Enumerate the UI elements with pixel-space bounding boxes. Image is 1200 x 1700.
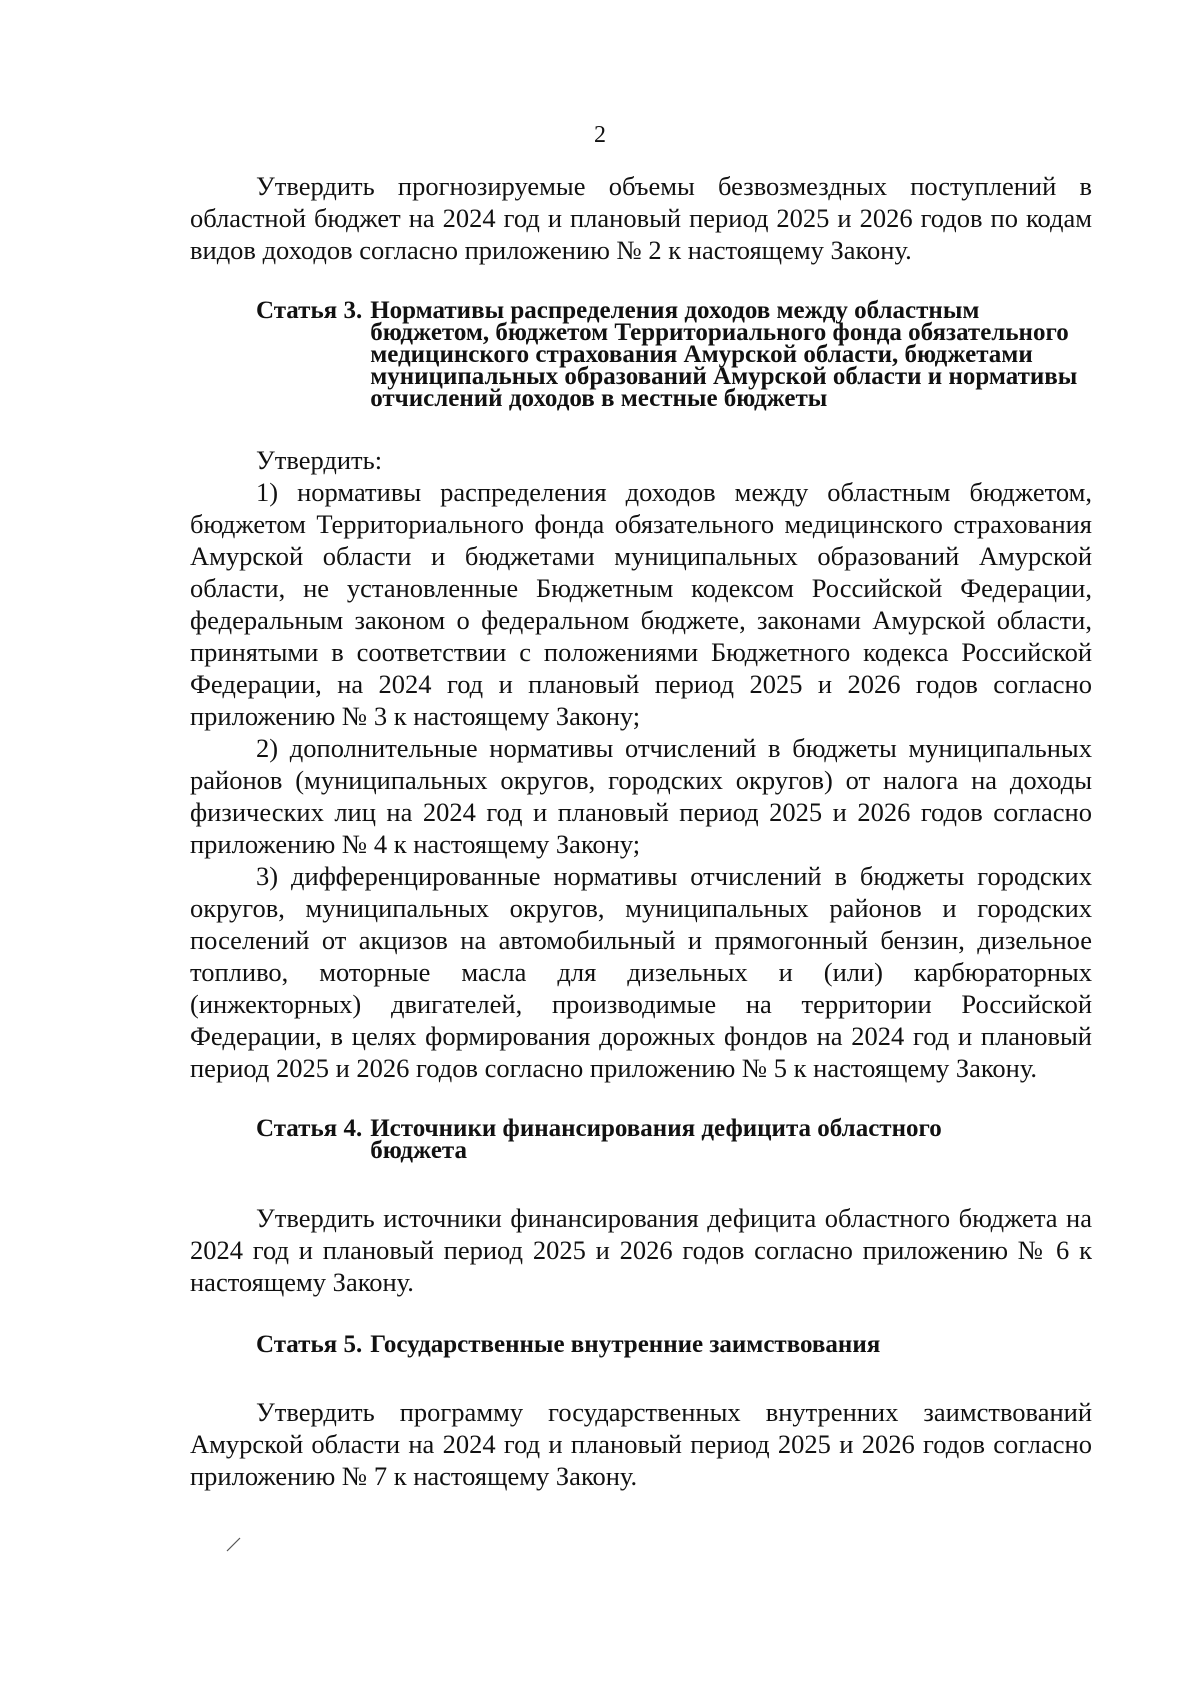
article-5-title: Государственные внутренние заимствования xyxy=(370,1331,881,1358)
pen-mark-icon xyxy=(225,1535,243,1553)
article-4-number: Статья 4. xyxy=(256,1115,363,1142)
page-number: 2 xyxy=(594,122,606,148)
document-body xyxy=(190,170,1092,1492)
article-3-item-3: 3) дифференцированные нормативы отчислений в бюджеты городских округов, муниципальных округов, муниципальных районов и городских поселений от акцизов на автомобильный и прямогонный бензин, дизельное топливо, моторные масла для дизельных и (или) карбюраторных (инжекторных) двигателей, производимые на территории Российской Федерации, в целях формирования дорожных фондов на 2024 год и плановый период 2025 и 2026 годов согласно приложению № 5 к настоящему Закону. xyxy=(190,861,1092,1083)
article-3-lead: Утвердить: xyxy=(256,445,383,475)
article-4-title: Источники финансирования дефицита областного бюджета xyxy=(370,1115,942,1164)
article-5-heading xyxy=(256,1331,1092,1358)
article-3-number: Статья 3. xyxy=(256,297,363,324)
intro-paragraph: Утвердить прогнозируемые объемы безвозмездных поступлений в областной бюджет на 2024 год и плановый период 2025 и 2026 годов по кодам видов доходов согласно приложению № 2 к настоящему Закону. xyxy=(190,171,1092,265)
article-3-item-2: 2) дополнительные нормативы отчислений в бюджеты муниципальных районов (муниципальных округов, городских округов) от налога на доходы физических лиц на 2024 год и плановый период 2025 и 2026 годов согласно приложению № 4 к настоящему Закону; xyxy=(190,733,1092,859)
article-4-text: Утвердить источники финансирования дефицита областного бюджета на 2024 год и плановый период 2025 и 2026 годов согласно приложению № 6 к настоящему Закону. xyxy=(190,1203,1092,1297)
article-3-title: Нормативы распределения доходов между областным бюджетом, бюджетом Территориального фонда обязательного медицинского страхования Амурской области, бюджетами муниципальных образований Амурской области и нормативы отчислений доходов в местные бюджеты xyxy=(370,297,1078,412)
article-3-heading xyxy=(256,297,1092,412)
article-3-item-1: 1) нормативы распределения доходов между областным бюджетом, бюджетом Территориального фонда обязательного медицинского страхования Амурской области и бюджетами муниципальных образований Амурской области, не установленные Бюджетным кодексом Российской Федерации, федеральным законом о федеральном бюджете, законами Амурской области, принятыми в соответствии с положениями Бюджетного кодекса Российской Федерации, на 2024 год и плановый период 2025 и 2026 годов согласно приложению № 3 к настоящему Закону; xyxy=(190,477,1092,731)
article-5-number: Статья 5. xyxy=(256,1331,363,1358)
article-4-heading xyxy=(256,1115,1092,1164)
article-5-text: Утвердить программу государственных внутренних заимствований Амурской области на 2024 год и плановый период 2025 и 2026 годов согласно приложению № 7 к настоящему Закону. xyxy=(190,1397,1092,1491)
